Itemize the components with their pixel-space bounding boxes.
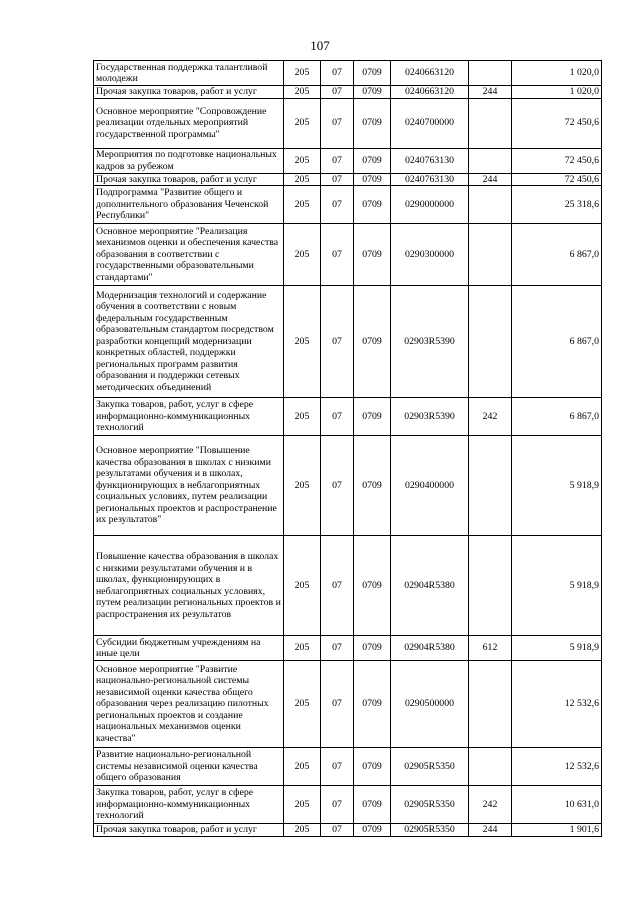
expense-type-cell — [469, 61, 512, 86]
amount-cell: 5 918,9 — [512, 536, 602, 636]
subsection-code-cell: 0709 — [354, 173, 391, 186]
row-name-cell: Повышение качества образования в школах с низкими результатами обучения и в школах, функционирующих в неблагоприятных социальных условиях, путем реализации региональных проектов и распространения их результатов — [94, 536, 284, 636]
budget-table-body — [94, 61, 602, 837]
table-row — [94, 186, 602, 224]
expense-type-cell — [469, 98, 512, 148]
table-row — [94, 148, 602, 173]
row-name-cell: Развитие национально-региональной системы независимой оценки качества общего образования — [94, 748, 284, 786]
amount-cell: 72 450,6 — [512, 98, 602, 148]
expense-type-cell: 244 — [469, 173, 512, 186]
row-name-cell: Основное мероприятие "Повышение качества образования в школах с низкими результатами обучения и в школах, функционирующих в неблагоприятных социальных условиях, путем реализации региональных проектов и распространение их результатов" — [94, 436, 284, 536]
ministry-code-cell: 205 — [284, 536, 321, 636]
subsection-code-cell: 0709 — [354, 148, 391, 173]
subsection-code-cell: 0709 — [354, 661, 391, 748]
target-article-cell: 02904R5380 — [391, 536, 469, 636]
section-code-cell: 07 — [321, 536, 354, 636]
expense-type-cell — [469, 748, 512, 786]
section-code-cell: 07 — [321, 398, 354, 436]
expense-type-cell — [469, 186, 512, 224]
section-code-cell: 07 — [321, 436, 354, 536]
ministry-code-cell: 205 — [284, 398, 321, 436]
target-article-cell: 0240763130 — [391, 148, 469, 173]
section-code-cell: 07 — [321, 786, 354, 824]
ministry-code-cell: 205 — [284, 148, 321, 173]
amount-cell: 25 318,6 — [512, 186, 602, 224]
section-code-cell: 07 — [321, 86, 354, 99]
target-article-cell: 02904R5380 — [391, 636, 469, 661]
expense-type-cell: 612 — [469, 636, 512, 661]
table-row — [94, 61, 602, 86]
table-row — [94, 398, 602, 436]
target-article-cell: 0290000000 — [391, 186, 469, 224]
amount-cell: 6 867,0 — [512, 286, 602, 398]
table-row — [94, 661, 602, 748]
row-name-cell: Мероприятия по подготовке национальных кадров за рубежом — [94, 148, 284, 173]
section-code-cell: 07 — [321, 224, 354, 286]
section-code-cell: 07 — [321, 824, 354, 837]
target-article-cell: 02903R5390 — [391, 286, 469, 398]
table-row — [94, 536, 602, 636]
table-row — [94, 98, 602, 148]
subsection-code-cell: 0709 — [354, 824, 391, 837]
target-article-cell: 0290500000 — [391, 661, 469, 748]
page-number: 107 — [310, 38, 330, 53]
amount-cell: 6 867,0 — [512, 224, 602, 286]
target-article-cell: 0290300000 — [391, 224, 469, 286]
row-name-cell: Основное мероприятие "Развитие национально-региональной системы независимой оценки качества общего образования через реализацию пилотных региональных проектов и создание национальных механизмов оценки качества" — [94, 661, 284, 748]
table-row — [94, 786, 602, 824]
amount-cell: 72 450,6 — [512, 148, 602, 173]
table-row — [94, 636, 602, 661]
expense-type-cell: 242 — [469, 398, 512, 436]
target-article-cell: 0240663120 — [391, 86, 469, 99]
target-article-cell: 0240700000 — [391, 98, 469, 148]
expense-type-cell: 244 — [469, 824, 512, 837]
row-name-cell: Прочая закупка товаров, работ и услуг — [94, 86, 284, 99]
subsection-code-cell: 0709 — [354, 398, 391, 436]
amount-cell: 12 532,6 — [512, 748, 602, 786]
row-name-cell: Основное мероприятие "Сопровождение реализации отдельных мероприятий государственной программы" — [94, 98, 284, 148]
expense-type-cell — [469, 661, 512, 748]
row-name-cell: Подпрограмма "Развитие общего и дополнительного образования Чеченской Республики" — [94, 186, 284, 224]
target-article-cell: 0240663120 — [391, 61, 469, 86]
subsection-code-cell: 0709 — [354, 436, 391, 536]
row-name-cell: Прочая закупка товаров, работ и услуг — [94, 824, 284, 837]
target-article-cell: 02905R5350 — [391, 786, 469, 824]
ministry-code-cell: 205 — [284, 824, 321, 837]
row-name-cell: Прочая закупка товаров, работ и услуг — [94, 173, 284, 186]
subsection-code-cell: 0709 — [354, 748, 391, 786]
ministry-code-cell: 205 — [284, 173, 321, 186]
ministry-code-cell: 205 — [284, 436, 321, 536]
amount-cell: 10 631,0 — [512, 786, 602, 824]
table-row — [94, 286, 602, 398]
ministry-code-cell: 205 — [284, 186, 321, 224]
target-article-cell: 02905R5350 — [391, 748, 469, 786]
budget-table — [93, 60, 602, 837]
amount-cell: 5 918,9 — [512, 636, 602, 661]
row-name-cell: Модернизация технологий и содержание обучения в соответствии с новым федеральным государственным образовательным стандартом посредством разработки концепций модернизации конкретных областей, поддержки региональных программ развития образования и поддержки сетевых методических объединений — [94, 286, 284, 398]
section-code-cell: 07 — [321, 636, 354, 661]
amount-cell: 5 918,9 — [512, 436, 602, 536]
expense-type-cell — [469, 148, 512, 173]
table-row — [94, 748, 602, 786]
subsection-code-cell: 0709 — [354, 86, 391, 99]
expense-type-cell — [469, 286, 512, 398]
subsection-code-cell: 0709 — [354, 61, 391, 86]
subsection-code-cell: 0709 — [354, 786, 391, 824]
amount-cell: 72 450,6 — [512, 173, 602, 186]
amount-cell: 1 020,0 — [512, 61, 602, 86]
row-name-cell: Основное мероприятие "Реализация механизмов оценки и обеспечения качества образования в соответствии с государственными образовательными стандартами" — [94, 224, 284, 286]
amount-cell: 1 020,0 — [512, 86, 602, 99]
section-code-cell: 07 — [321, 173, 354, 186]
subsection-code-cell: 0709 — [354, 186, 391, 224]
ministry-code-cell: 205 — [284, 661, 321, 748]
table-row — [94, 173, 602, 186]
table-row — [94, 86, 602, 99]
expense-type-cell — [469, 536, 512, 636]
subsection-code-cell: 0709 — [354, 536, 391, 636]
expense-type-cell: 242 — [469, 786, 512, 824]
ministry-code-cell: 205 — [284, 98, 321, 148]
section-code-cell: 07 — [321, 748, 354, 786]
target-article-cell: 02903R5390 — [391, 398, 469, 436]
row-name-cell: Субсидии бюджетным учреждениям на иные цели — [94, 636, 284, 661]
ministry-code-cell: 205 — [284, 786, 321, 824]
subsection-code-cell: 0709 — [354, 224, 391, 286]
section-code-cell: 07 — [321, 661, 354, 748]
ministry-code-cell: 205 — [284, 286, 321, 398]
subsection-code-cell: 0709 — [354, 286, 391, 398]
amount-cell: 12 532,6 — [512, 661, 602, 748]
target-article-cell: 0240763130 — [391, 173, 469, 186]
section-code-cell: 07 — [321, 148, 354, 173]
table-row — [94, 224, 602, 286]
subsection-code-cell: 0709 — [354, 636, 391, 661]
ministry-code-cell: 205 — [284, 748, 321, 786]
ministry-code-cell: 205 — [284, 636, 321, 661]
ministry-code-cell: 205 — [284, 224, 321, 286]
row-name-cell: Закупка товаров, работ, услуг в сфере информационно-коммуникационных технологий — [94, 786, 284, 824]
target-article-cell: 0290400000 — [391, 436, 469, 536]
section-code-cell: 07 — [321, 98, 354, 148]
expense-type-cell — [469, 224, 512, 286]
row-name-cell: Закупка товаров, работ, услуг в сфере информационно-коммуникационных технологий — [94, 398, 284, 436]
row-name-cell: Государственная поддержка талантливой молодежи — [94, 61, 284, 86]
section-code-cell: 07 — [321, 61, 354, 86]
expense-type-cell: 244 — [469, 86, 512, 99]
ministry-code-cell: 205 — [284, 86, 321, 99]
amount-cell: 1 901,6 — [512, 824, 602, 837]
ministry-code-cell: 205 — [284, 61, 321, 86]
table-row — [94, 824, 602, 837]
amount-cell: 6 867,0 — [512, 398, 602, 436]
section-code-cell: 07 — [321, 186, 354, 224]
section-code-cell: 07 — [321, 286, 354, 398]
target-article-cell: 02905R5350 — [391, 824, 469, 837]
subsection-code-cell: 0709 — [354, 98, 391, 148]
table-row — [94, 436, 602, 536]
expense-type-cell — [469, 436, 512, 536]
